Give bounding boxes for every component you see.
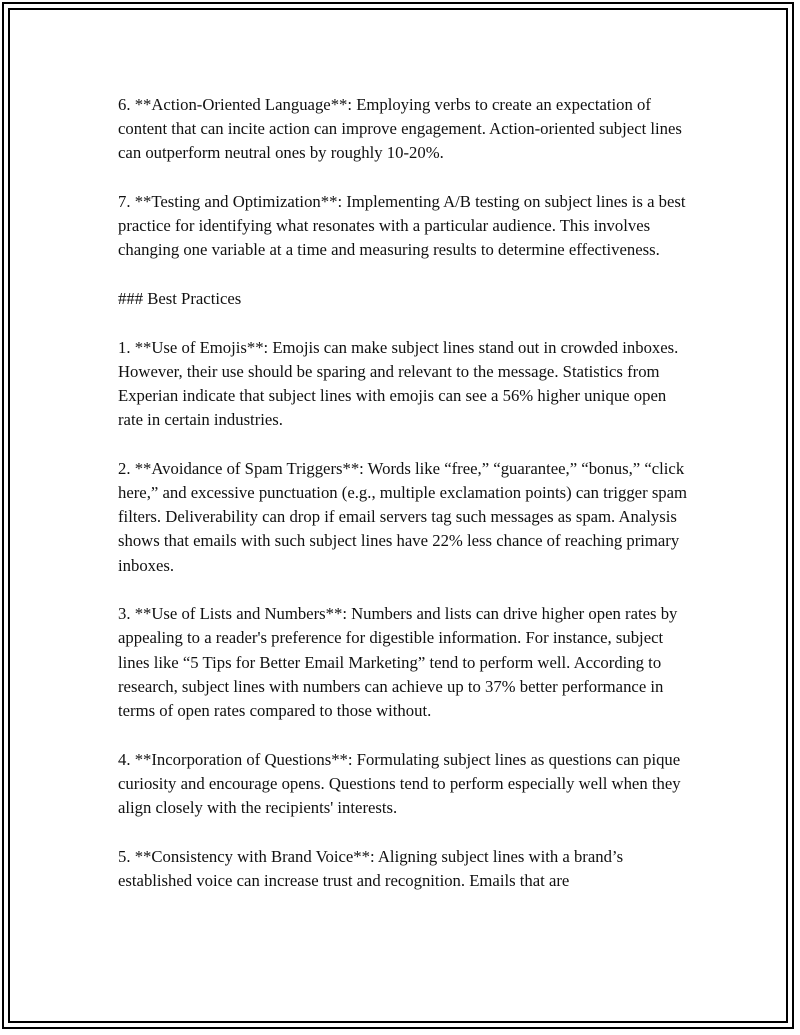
paragraph-testing-and-optimization: 7. **Testing and Optimization**: Implementing A/B testing on subject lines is a best practice for identifying what resonates with a particular audience. This involves changing one variable at a time and measuring results to determine effectiveness. [118, 192, 686, 260]
paragraph-incorporation-of-questions: 4. **Incorporation of Questions**: Formulating subject lines as questions can pique curiosity and encourage opens. Questions tend to perform especially well when they align closely with the recipients' interests. [118, 749, 681, 818]
paragraph-avoidance-of-spam-triggers: 2. **Avoidance of Spam Triggers**: Words like “free,” “guarantee,” “bonus,” “click here,” and excessive punctuation (e.g., multiple exclamation points) can trigger spam filters. Deliverability can drop if email servers tag such messages as spam. Analysis shows that emails with such subject lines have 22% less chance of reaching primary inboxes. [118, 458, 688, 575]
paragraph-use-of-emojis: 1. **Use of Emojis**: Emojis can make subject lines stand out in crowded inboxes. However, their use should be sparing and relevant to the message. Statistics from Experian indicate that subject lines with emojis can see a 56% higher unique open rate in certain industries. [118, 337, 679, 430]
document-body [118, 93, 693, 917]
paragraph-use-of-lists-and-numbers: 3. **Use of Lists and Numbers**: Numbers and lists can drive higher open rates by appealing to a reader's preference for digestible information. For instance, subject lines like “5 Tips for Better Email Marketing” tend to perform well. According to research, subject lines with numbers can achieve up to 37% better performance in terms of open rates compared to those without. [118, 604, 678, 721]
section-heading-best-practices: ### Best Practices [118, 289, 242, 308]
paragraph-action-oriented-language: 6. **Action-Oriented Language**: Employing verbs to create an expectation of content that can incite action can improve engagement. Action-oriented subject lines can outperform neutral ones by roughly 10-20%. [118, 95, 682, 163]
paragraph-consistency-with-brand-voice: 5. **Consistency with Brand Voice**: Aligning subject lines with a brand’s established voice can increase trust and recognition. Emails that are [118, 846, 624, 890]
